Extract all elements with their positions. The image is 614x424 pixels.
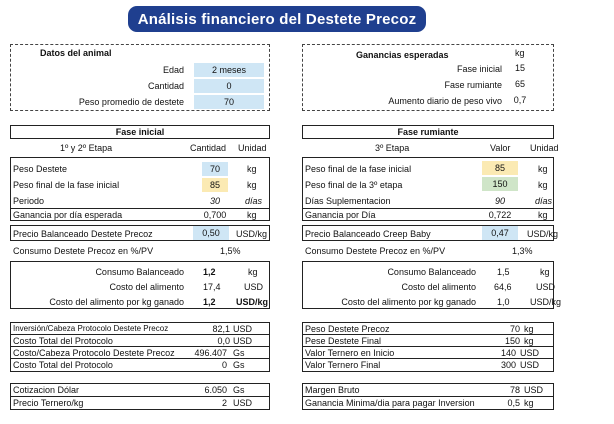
ganancias-value-inicial: 15 xyxy=(514,63,525,73)
ri-value-2: 496.407 xyxy=(194,348,227,358)
fase-rumiante-col-valor: Valor xyxy=(490,143,511,153)
ri-unit-1: USD xyxy=(233,336,253,346)
fr-calc-value-costo: 64,6 xyxy=(494,282,512,292)
fi-unit-ganancia: kg xyxy=(247,210,257,220)
fase-rumiante-sub: 3º Etapa xyxy=(375,143,410,153)
rd-unit-1: kg xyxy=(524,336,534,346)
margen-unit-0: USD xyxy=(524,385,544,395)
fi-unit-peso-destete: kg xyxy=(247,164,257,174)
ri-unit-0: USD xyxy=(233,324,253,334)
rd-unit-2: USD xyxy=(520,348,540,358)
margen-unit-1: kg xyxy=(524,398,534,408)
fi-calc-unit-costo-kg: USD/kg xyxy=(236,297,269,307)
fr-label-peso-3: Peso final de la 3º etapa xyxy=(305,180,403,190)
rd-value-2: 140 xyxy=(500,348,516,358)
rd-unit-3: USD xyxy=(520,360,540,370)
fase-inicial-col-cantidad: Cantidad xyxy=(190,143,227,153)
fr-value-dias: 90 xyxy=(494,196,505,206)
fi-calc-label-costo-kg: Costo del alimento por kg ganado xyxy=(49,297,184,307)
fi-precio-unit: USD/kg xyxy=(236,229,268,239)
datos-label-edad: Edad xyxy=(162,65,184,75)
cotiz-value-0: 6.050 xyxy=(204,385,227,395)
fase-rumiante-header: Fase rumiante xyxy=(397,127,459,137)
fr-consumo-label: Consumo Destete Precoz en %/PV xyxy=(305,246,446,256)
rd-label-1: Pese Destete Final xyxy=(305,336,382,346)
fr-calc-unit-costo-kg: USD/kg xyxy=(530,297,562,307)
datos-value-cantidad[interactable]: 0 xyxy=(194,79,264,93)
fr-calc-label-costo-kg: Costo del alimento por kg ganado xyxy=(341,297,476,307)
fr-label-peso-inicial: Peso final de la fase inicial xyxy=(305,164,412,174)
fi-unit-peso-final: kg xyxy=(247,180,257,190)
margen-label-0: Margen Bruto xyxy=(305,385,360,395)
fi-label-ganancia: Ganancia por día esperada xyxy=(13,210,123,220)
margen-value-0: 78 xyxy=(509,385,520,395)
cotiz-label-0: Cotizacion Dólar xyxy=(13,385,80,395)
cotiz-unit-1: USD xyxy=(233,398,253,408)
margen-label-1: Ganancia Minima/dia para pagar Inversion xyxy=(305,398,475,408)
ganancias-label-rumiante: Fase rumiante xyxy=(444,80,502,90)
ganancias-label-inicial: Fase inicial xyxy=(456,64,502,74)
fi-calc-value-costo-kg: 1,2 xyxy=(203,297,216,307)
datos-value-edad[interactable]: 2 meses xyxy=(194,63,264,77)
page-title-banner xyxy=(128,6,426,32)
fi-value-periodo: 30 xyxy=(209,196,220,206)
ganancias-unit: kg xyxy=(515,48,525,58)
fr-calc-label-consumo: Consumo Balanceado xyxy=(387,267,476,277)
ri-unit-3: Gs xyxy=(233,360,245,370)
ri-label-0: Inversión/Cabeza Protocolo Destete Precoz xyxy=(13,324,169,333)
fi-calc-value-consumo: 1,2 xyxy=(203,267,216,277)
fr-precio-value[interactable]: 0,47 xyxy=(482,226,518,240)
fi-value-ganancia: 0,700 xyxy=(203,210,227,220)
fi-consumo-value: 1,5% xyxy=(220,246,241,256)
rd-value-0: 70 xyxy=(509,324,520,334)
fr-calc-value-costo-kg: 1,0 xyxy=(497,297,510,307)
margen-value-1: 0,5 xyxy=(507,398,520,408)
fi-precio-label: Precio Balanceado Destete Precoz xyxy=(13,229,153,239)
fr-label-ganancia: Ganancia por Día xyxy=(305,210,376,220)
rd-label-3: Valor Ternero Final xyxy=(305,360,381,370)
fr-unit-peso-inicial: kg xyxy=(538,164,548,174)
fr-unit-ganancia: kg xyxy=(538,210,548,220)
fr-consumo-value: 1,3% xyxy=(512,246,533,256)
fr-precio-unit: USD/kg xyxy=(527,229,559,239)
fr-value-ganancia: 0,722 xyxy=(488,210,512,220)
fr-label-dias: Días Suplementacion xyxy=(305,196,391,206)
fi-calc-label-costo: Costo del alimento xyxy=(109,282,184,292)
cotiz-value-1: 2 xyxy=(221,398,227,408)
fi-unit-periodo: días xyxy=(245,196,263,206)
rd-value-3: 300 xyxy=(500,360,516,370)
fr-unit-peso-3: kg xyxy=(538,180,548,190)
datos-label-peso: Peso promedio de destete xyxy=(78,97,184,107)
datos-animal-header: Datos del animal xyxy=(40,48,112,58)
fi-calc-label-consumo: Consumo Balanceado xyxy=(95,267,184,277)
fi-label-peso-final: Peso final de la fase inicial xyxy=(13,180,120,190)
ganancias-label-aumento: Aumento diario de peso vivo xyxy=(388,96,502,106)
fi-calc-unit-consumo: kg xyxy=(248,267,258,277)
fr-unit-dias: días xyxy=(535,196,553,206)
fi-calc-value-costo: 17,4 xyxy=(203,282,221,292)
fase-inicial-sub: 1º y 2º Etapa xyxy=(60,143,113,153)
fase-inicial-col-unidad: Unidad xyxy=(238,143,267,153)
page-title: Análisis financiero del Destete Precoz xyxy=(137,10,417,28)
fr-calc-label-costo: Costo del alimento xyxy=(401,282,476,292)
cotiz-unit-0: Gs xyxy=(233,385,245,395)
fr-calc-unit-costo: USD xyxy=(536,282,556,292)
fi-consumo-label: Consumo Destete Precoz en %/PV xyxy=(13,246,154,256)
ri-label-2: Costo/Cabeza Protocolo Destete Precoz xyxy=(13,348,175,358)
fi-value-peso-destete[interactable]: 70 xyxy=(202,162,228,176)
fi-precio-value[interactable]: 0,50 xyxy=(193,226,229,240)
ri-label-1: Costo Total del Protocolo xyxy=(13,336,113,346)
rd-value-1: 150 xyxy=(504,336,520,346)
fi-label-periodo: Periodo xyxy=(13,196,45,206)
rd-label-2: Valor Ternero en Inicio xyxy=(305,348,395,358)
rd-label-0: Peso Destete Precoz xyxy=(305,324,390,334)
rd-unit-0: kg xyxy=(524,324,534,334)
cotiz-label-1: Precio Ternero/kg xyxy=(13,398,84,408)
fr-precio-label: Precio Balanceado Creep Baby xyxy=(305,229,431,239)
fi-label-peso-destete: Peso Destete xyxy=(13,164,68,174)
fase-rumiante-col-unidad: Unidad xyxy=(530,143,559,153)
datos-label-cantidad: Cantidad xyxy=(147,81,184,91)
ri-value-0: 82,1 xyxy=(212,324,230,334)
ri-value-1: 0,0 xyxy=(217,336,230,346)
fr-calc-value-consumo: 1,5 xyxy=(497,267,510,277)
ganancias-value-rumiante: 65 xyxy=(514,79,525,89)
fr-value-peso-3[interactable]: 150 xyxy=(482,177,518,191)
ri-value-3: 0 xyxy=(221,360,227,370)
ganancias-value-aumento: 0,7 xyxy=(513,95,527,105)
ri-unit-2: Gs xyxy=(233,348,245,358)
datos-value-peso[interactable]: 70 xyxy=(194,95,264,109)
ri-label-3: Costo Total del Protocolo xyxy=(13,360,113,370)
ganancias-header: Ganancias esperadas xyxy=(356,50,449,60)
fr-calc-unit-consumo: kg xyxy=(540,267,550,277)
fi-calc-unit-costo: USD xyxy=(244,282,264,292)
fase-inicial-header: Fase inicial xyxy=(115,127,165,137)
fr-value-peso-inicial[interactable]: 85 xyxy=(482,161,518,175)
fi-value-peso-final[interactable]: 85 xyxy=(202,178,228,192)
